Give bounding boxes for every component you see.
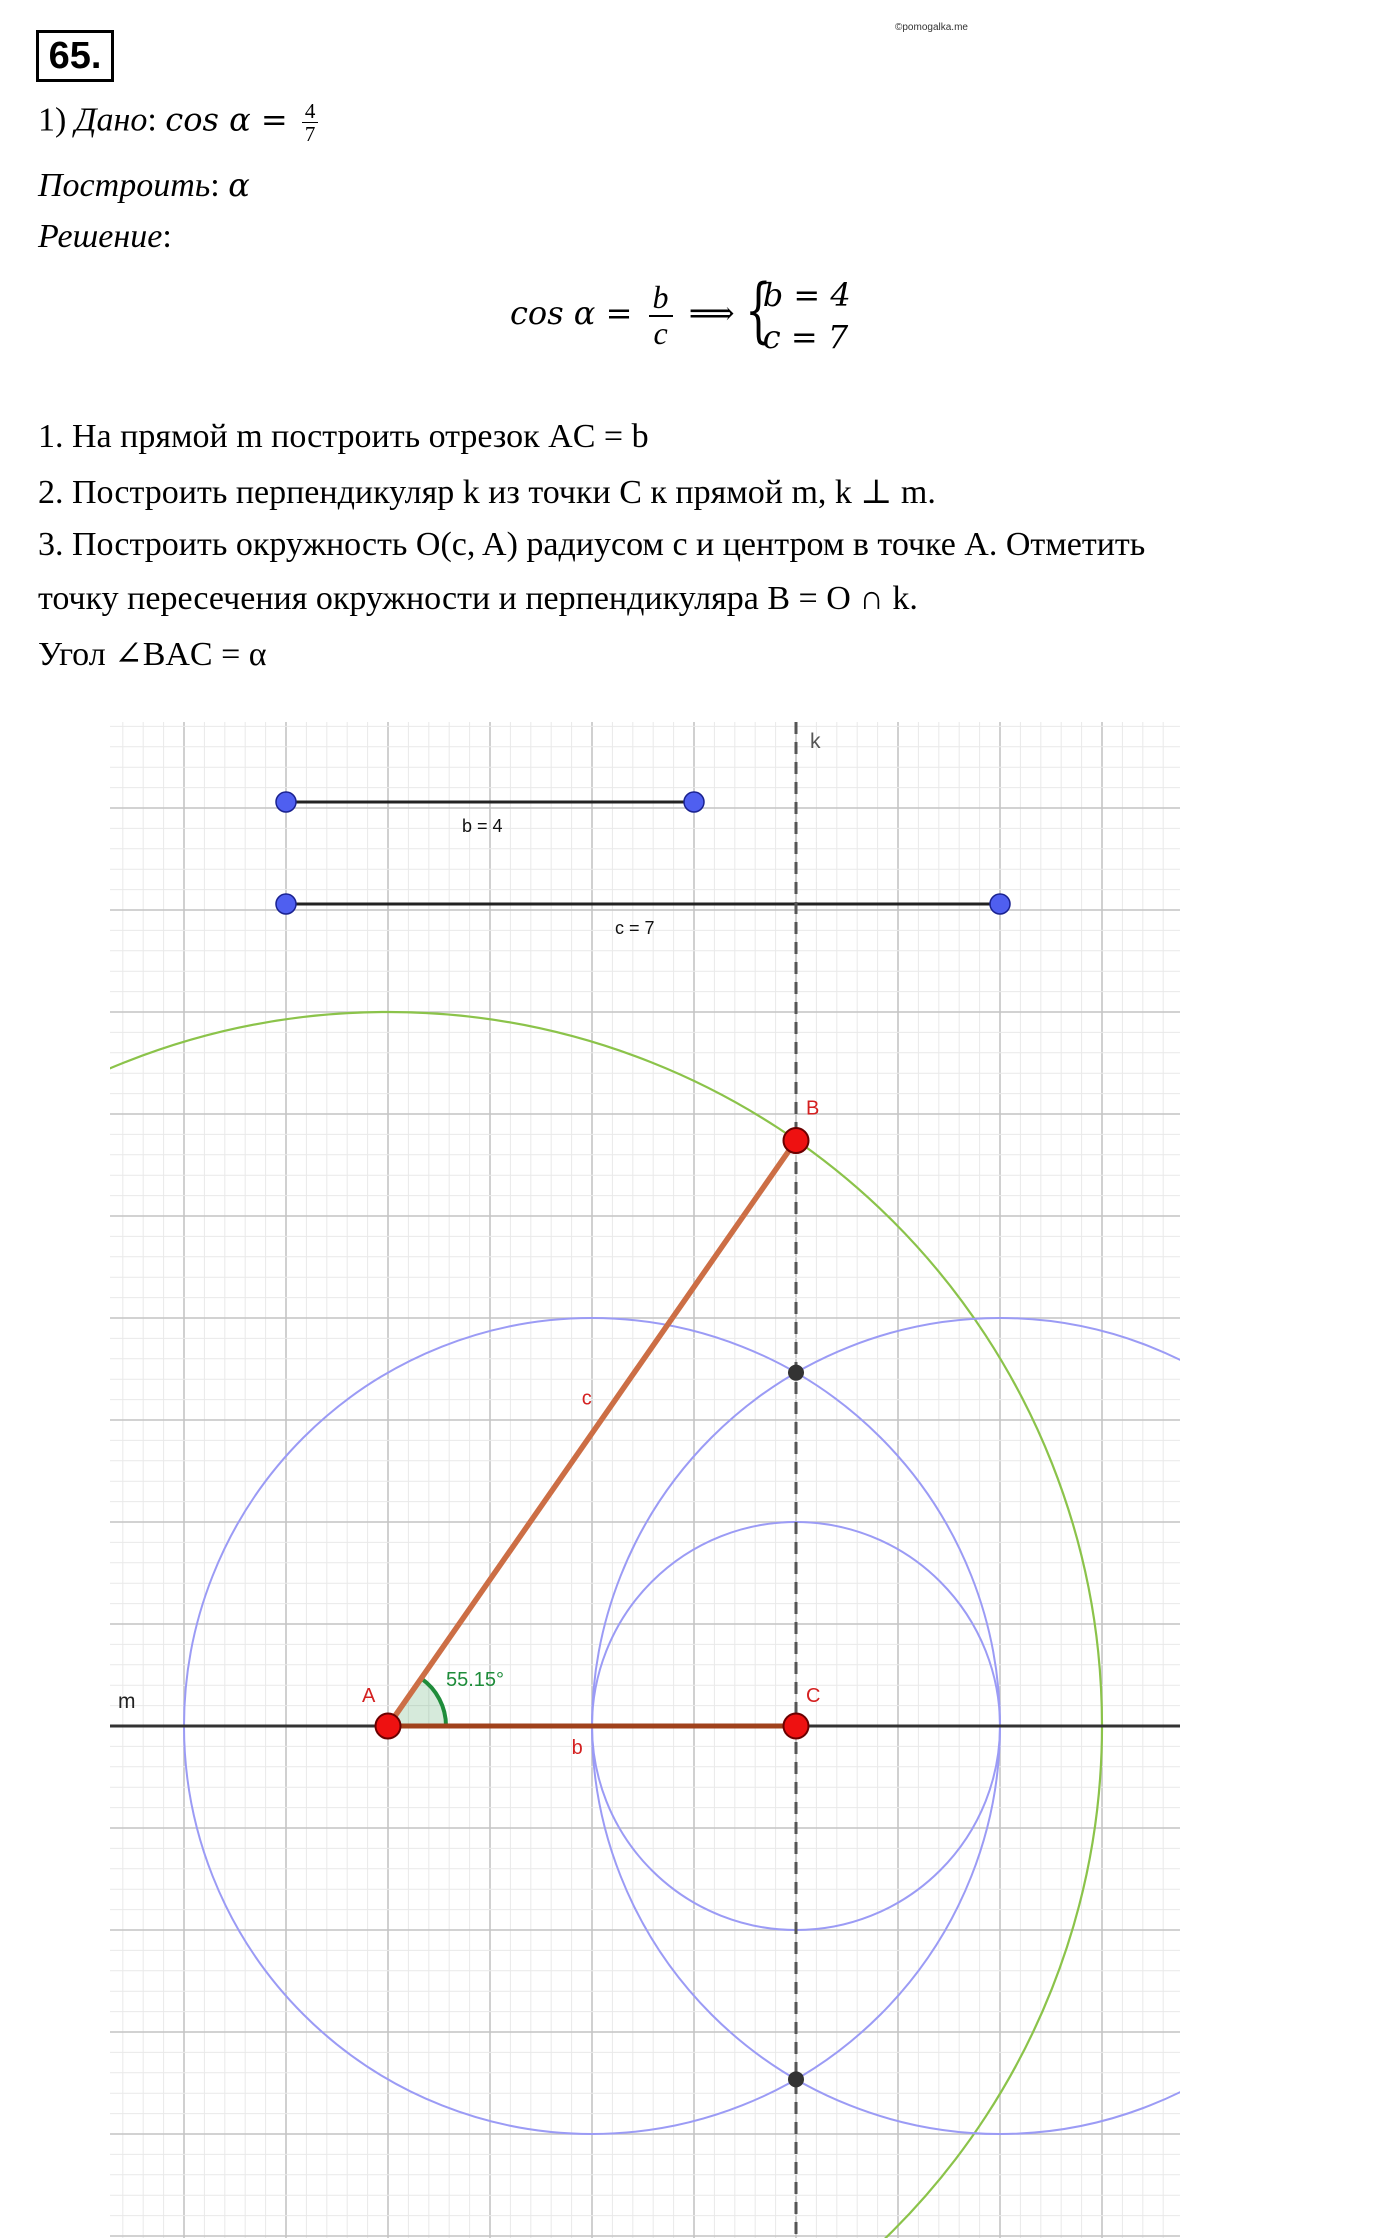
point-C-label: C [806, 1685, 821, 1707]
step-2: 2. Построить перпендикуляр k из точки C к прямой m, k ⊥ m. [38, 474, 936, 511]
given-line [38, 100, 318, 145]
formula-numerator: b [649, 281, 673, 317]
angle-label: 55.15° [446, 1669, 505, 1691]
formula-implies: ⟹ [678, 293, 745, 332]
side-AC-label: b [571, 1737, 583, 1759]
segment-endpoint [684, 792, 704, 812]
segment-endpoint [990, 894, 1010, 914]
formula-row-2: c = 7 [762, 318, 849, 356]
given-label: Дано [74, 101, 148, 139]
point-B [784, 1128, 809, 1153]
intersection-point [788, 1365, 804, 1381]
step-3-cont: точку пересечения окружности и перпендикуляра B = O ∩ k. [38, 580, 918, 617]
point-A-label: A [362, 1685, 376, 1707]
given-expr: cos α = [165, 100, 298, 139]
point-C [784, 1714, 809, 1739]
formula-fraction [649, 281, 673, 350]
formula [510, 269, 851, 358]
given-colon: : [147, 101, 166, 139]
problem-number: 65. [36, 30, 114, 82]
given-segment-label: c = 7 [615, 918, 655, 938]
formula-brace: { [744, 269, 772, 351]
given-denominator: 7 [304, 122, 316, 147]
point-B-label: B [806, 1097, 820, 1120]
segment-endpoint [276, 792, 296, 812]
solution-colon: : [162, 218, 172, 255]
construct-value: α [228, 166, 250, 204]
formula-denominator: c [653, 315, 668, 351]
formula-row-1: b = 4 [762, 276, 851, 314]
solution-label: Решение [38, 218, 163, 255]
watermark: ©pomogalka.me [895, 22, 968, 33]
line-k-label: k [810, 730, 821, 753]
segment-endpoint [276, 894, 296, 914]
intersection-point [788, 2071, 804, 2087]
step-3: 3. Построить окружность O(c, A) радиусом c и центром в точке A. Отметить [38, 526, 1146, 563]
line-m-label: m [118, 1690, 136, 1713]
point-A [376, 1714, 401, 1739]
given-fraction [302, 100, 319, 145]
side-AB-label: c [581, 1387, 592, 1410]
given-prefix: 1) [38, 101, 75, 139]
formula-system [744, 269, 851, 358]
construct-label: Построить [38, 167, 211, 204]
construct-line [38, 166, 250, 205]
step-1: 1. На прямой m построить отрезок AC = b [38, 418, 649, 455]
given-numerator: 4 [302, 100, 319, 123]
construct-colon: : [210, 167, 229, 204]
step-4: Угол ∠BAC = α [38, 636, 267, 673]
solution-line [38, 218, 172, 256]
construction-diagram [110, 722, 1180, 2238]
formula-lhs: cos α = [510, 293, 643, 332]
given-segment-label: b = 4 [462, 816, 503, 836]
